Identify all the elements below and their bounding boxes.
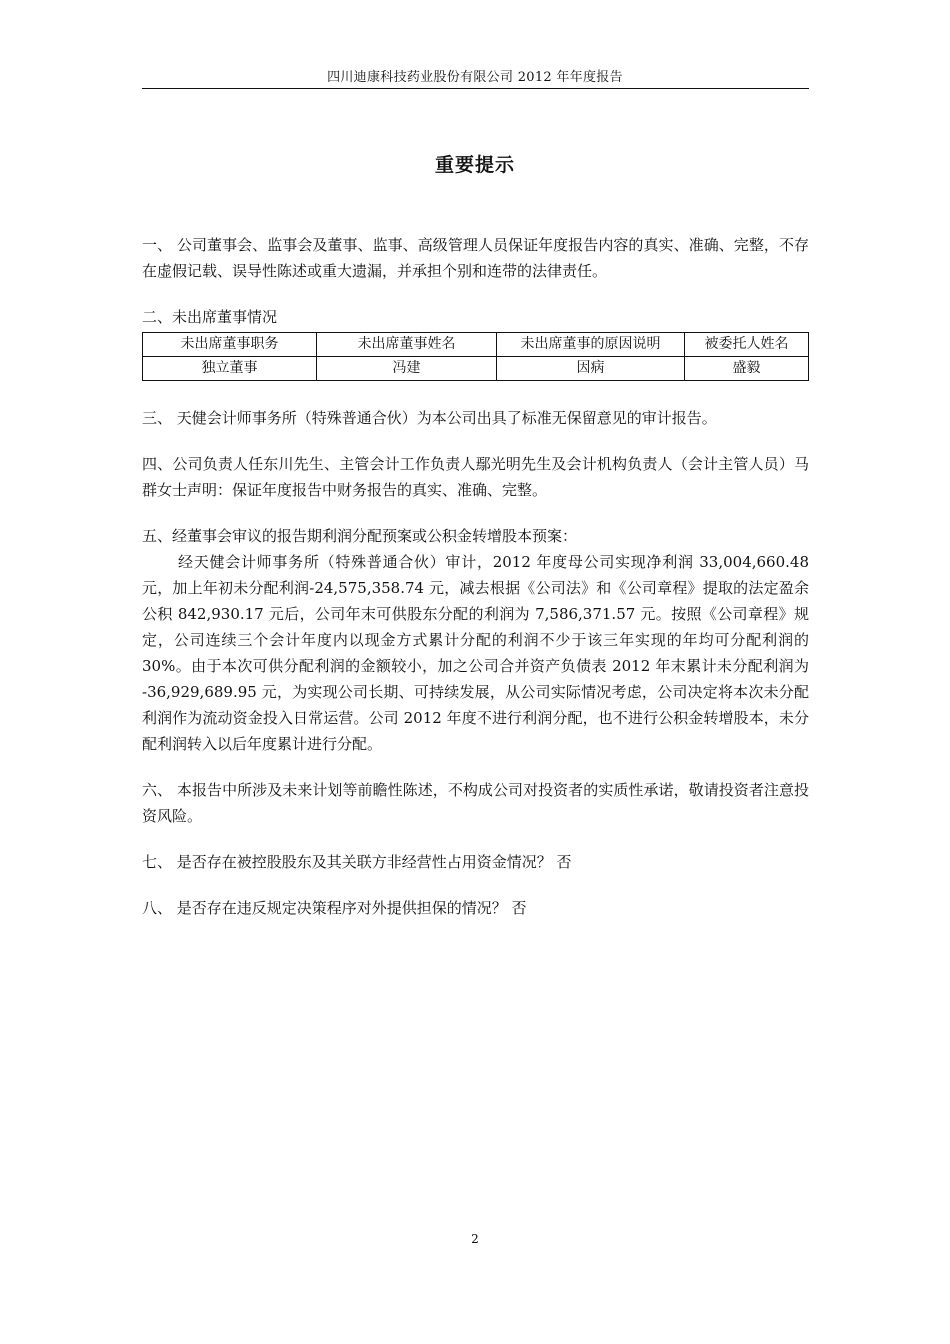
section-4-text: 四、公司负责人任东川先生、主管会计工作负责人鄢光明先生及会计机构负责人（会计主管人员）马群女士声明：保证年度报告中财务报告的真实、准确、完整。	[142, 455, 809, 499]
page-number: 2	[471, 1232, 479, 1246]
section-2	[142, 304, 809, 381]
section-3	[142, 405, 809, 431]
running-header: 四川迪康科技药业股份有限公司 2012 年年度报告	[327, 70, 623, 85]
section-6-text: 六、 本报告中所涉及未来计划等前瞻性陈述，不构成公司对投资者的实质性承诺，敬请投资者注意投资风险。	[142, 781, 809, 825]
column-header-position: 未出席董事职务	[143, 333, 317, 357]
section-7-text: 七、 是否存在被控股股东及其关联方非经营性占用资金情况？ 否	[142, 853, 572, 871]
section-6	[142, 777, 809, 829]
section-5-body: 经天健会计师事务所（特殊普通合伙）审计，2012 年度母公司实现净利润 33,004,660.48 元，加上年初未分配利润-24,575,358.74 元，减去根据《公司法》和《公司章程》提取的法定盈余公积 842,930.17 元后，公司年末可供股东分配的利润为 7,586,371.57 元。按照《公司章程》规定，公司连续三个会计年度内以现金方式累计分配的利润不少于该三年实现的年均可分配利润的 30%。由于本次可供分配利润的金额较小，加之公司合并资产负债表 2012 年末累计未分配利润为 -36,929,689.95 元，为实现公司长期、可持续发展，从公司实际情况考虑，公司决定将本次未分配利润作为流动资金投入日常运营。公司 2012 年度不进行利润分配，也不进行公积金转增股本，未分配利润转入以后年度累计进行分配。	[142, 553, 809, 753]
section-8	[142, 895, 809, 921]
section-4	[142, 451, 809, 503]
section-7	[142, 849, 809, 875]
section-5	[142, 523, 809, 757]
absent-directors-table	[142, 332, 809, 381]
header-divider	[142, 88, 809, 89]
page-title: 重要提示	[434, 154, 515, 176]
document-body	[142, 232, 809, 941]
section-8-text: 八、 是否存在违反规定决策程序对外提供担保的情况？ 否	[142, 899, 527, 917]
table-header-row	[143, 333, 809, 357]
column-header-proxy: 被委托人姓名	[685, 333, 809, 357]
section-3-text: 三、 天健会计师事务所（特殊普通合伙）为本公司出具了标准无保留意见的审计报告。	[142, 409, 717, 427]
cell-reason: 因病	[497, 357, 685, 381]
cell-position: 独立董事	[143, 357, 317, 381]
section-1-text: 一、 公司董事会、监事会及董事、监事、高级管理人员保证年度报告内容的真实、准确、完整，不存在虚假记载、误导性陈述或重大遗漏，并承担个别和连带的法律责任。	[142, 236, 809, 280]
section-2-heading: 二、未出席董事情况	[142, 308, 278, 326]
section-5-heading: 五、经董事会审议的报告期利润分配预案或公积金转增股本预案：	[142, 527, 578, 545]
cell-proxy: 盛毅	[685, 357, 809, 381]
cell-name: 冯建	[317, 357, 497, 381]
column-header-name: 未出席董事姓名	[317, 333, 497, 357]
section-1	[142, 232, 809, 284]
column-header-reason: 未出席董事的原因说明	[497, 333, 685, 357]
table-row	[143, 357, 809, 381]
